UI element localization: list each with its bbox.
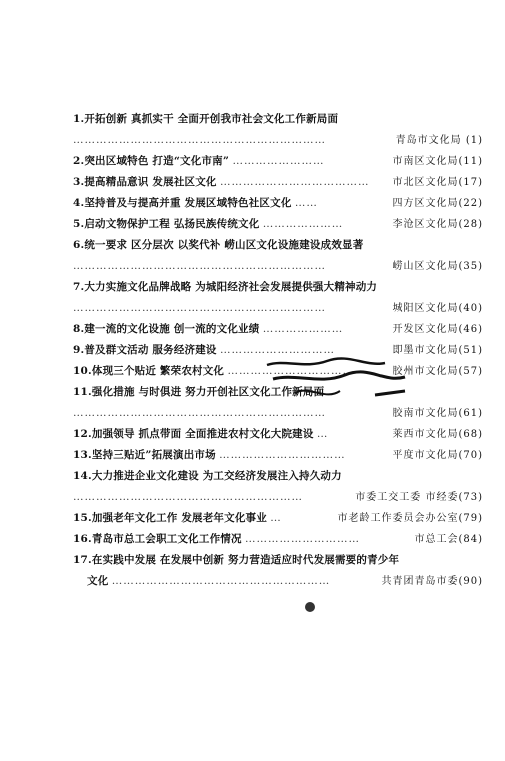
toc-entry-17 [73, 551, 483, 570]
toc-entry-title: 13.坚持三贴近”拓展演出市场 [73, 449, 216, 461]
toc-entry-title: 5.启动文物保护工程 弘扬民族传统文化 [73, 218, 260, 230]
dot-leader: ………………………………………………………… [73, 407, 326, 419]
toc-entry-10 [73, 362, 483, 381]
toc-entry-13 [73, 446, 483, 465]
toc-entry-source: 莱西市文化局(68) [392, 429, 483, 440]
toc-entry-title: 14.大力推进企业文化建设 为工交经济发展注入持久动力 [73, 470, 342, 482]
toc-entry-source: 胶州市文化局(57) [392, 366, 483, 377]
toc-entry-source: 开发区文化局(46) [392, 324, 483, 335]
toc-entry-12 [73, 425, 483, 444]
toc-entry-4 [73, 194, 483, 213]
dot-leader: ………………………………………………………… [73, 302, 326, 314]
toc-entry-source: 李沧区文化局(28) [392, 219, 483, 230]
toc-entry-title: 9.普及群文活动 服务经济建设 [73, 344, 217, 356]
toc-entry-title: 10.体现三个贴近 繁荣农村文化 [73, 365, 225, 377]
toc-entry-source: 城阳区文化局(40) [392, 303, 483, 314]
dot-leader: ………………………………… [219, 176, 370, 188]
toc-entry-6 [73, 236, 483, 255]
toc-entry-title: 11.强化措施 与时俱进 努力开创社区文化工作新局面 [73, 386, 325, 398]
dot-leader: ………………………… [219, 344, 335, 356]
dot-leader: ………………………………………………………… [73, 134, 326, 146]
toc-entry-source: 即墨市文化局(51) [392, 345, 483, 356]
toc-entry-title: 12.加强领导 抓点带面 全面推进农村文化大院建设 [73, 428, 314, 440]
toc-entry-source: 青岛市文化局 (1) [395, 135, 483, 146]
dot-leader: … [270, 512, 282, 524]
toc-entry-title: 7.大力实施文化品牌战略 为城阳经济社会发展提供强大精神动力 [73, 281, 378, 293]
toc-entry-title: 15.加强老年文化工作 发展老年文化事业 [73, 512, 267, 524]
toc-entry-14-continuation [73, 488, 483, 507]
toc-entry-source: 市老龄工作委员会办公室(79) [337, 513, 483, 524]
dot-leader: …………………………… [219, 449, 346, 461]
toc-entry-source: 市委工交工委 市经委(73) [355, 492, 483, 503]
toc-entry-5 [73, 215, 483, 234]
toc-entry-11-continuation [73, 404, 483, 423]
toc-entry-16 [73, 530, 483, 549]
toc-entry-17-continuation [73, 572, 483, 591]
dot-leader: …… [294, 197, 318, 209]
dot-leader: ………………… [262, 323, 344, 335]
ink-mark [300, 600, 320, 614]
toc-entry-source: 市南区文化局(11) [392, 156, 483, 167]
toc-entry-source: 平度市文化局(70) [392, 450, 483, 461]
toc-entry-title: 3.提高精品意识 发展社区文化 [73, 176, 217, 188]
dot-leader: ………………………………………………………… [73, 260, 326, 272]
toc-entry-6-continuation [73, 257, 483, 276]
toc-entry-source: 胶南市文化局(61) [392, 408, 483, 419]
toc-entry-title: 8.建一流的文化设施 创一流的文化业绩 [73, 323, 260, 335]
toc-entry-title-continuation: 文化 [87, 575, 109, 587]
toc-entry-7 [73, 278, 483, 297]
toc-entry-7-continuation [73, 299, 483, 318]
toc-entry-source: 崂山区文化局(35) [392, 261, 483, 272]
toc-entry-2 [73, 152, 483, 171]
toc-entry-source: 共青团青岛市委(90) [381, 576, 483, 587]
toc-entry-15 [73, 509, 483, 528]
toc-entry-1-continuation [73, 131, 483, 150]
toc-entry-title: 2.突出区域特色 打造“文化市南” [73, 155, 230, 167]
dot-leader: ………………………………………………… [111, 575, 331, 587]
toc-entry-11 [73, 383, 483, 402]
dot-leader: ………………… [262, 218, 344, 230]
table-of-contents [73, 110, 483, 591]
dot-leader: ………………………… [245, 533, 361, 545]
toc-entry-source: 四方区文化局(22) [392, 198, 483, 209]
toc-entry-title: 16.青岛市总工会职工文化工作情况 [73, 533, 242, 545]
dot-leader: …………………… [232, 155, 325, 167]
toc-entry-9 [73, 341, 483, 360]
toc-entry-1 [73, 110, 483, 129]
dot-leader: …………………………… [227, 365, 354, 377]
toc-entry-title: 17.在实践中发展 在发展中创新 努力营造适应时代发展需要的青少年 [73, 554, 400, 566]
toc-entry-14 [73, 467, 483, 486]
toc-entry-source: 市总工会(84) [414, 534, 483, 545]
toc-entry-source: 市北区文化局(17) [392, 177, 483, 188]
toc-entry-3 [73, 173, 483, 192]
dot-leader: …………………………………………………… [73, 491, 303, 503]
dot-leader: … [316, 428, 329, 440]
toc-entry-title: 4.坚持普及与提高并重 发展区域特色社区文化 [73, 197, 292, 209]
toc-entry-title: 1.开拓创新 真抓实干 全面开创我市社会文化工作新局面 [73, 113, 339, 125]
toc-entry-8 [73, 320, 483, 339]
toc-entry-title: 6.统一要求 区分层次 以奖代补 崂山区文化设施建设成效显著 [73, 239, 364, 251]
